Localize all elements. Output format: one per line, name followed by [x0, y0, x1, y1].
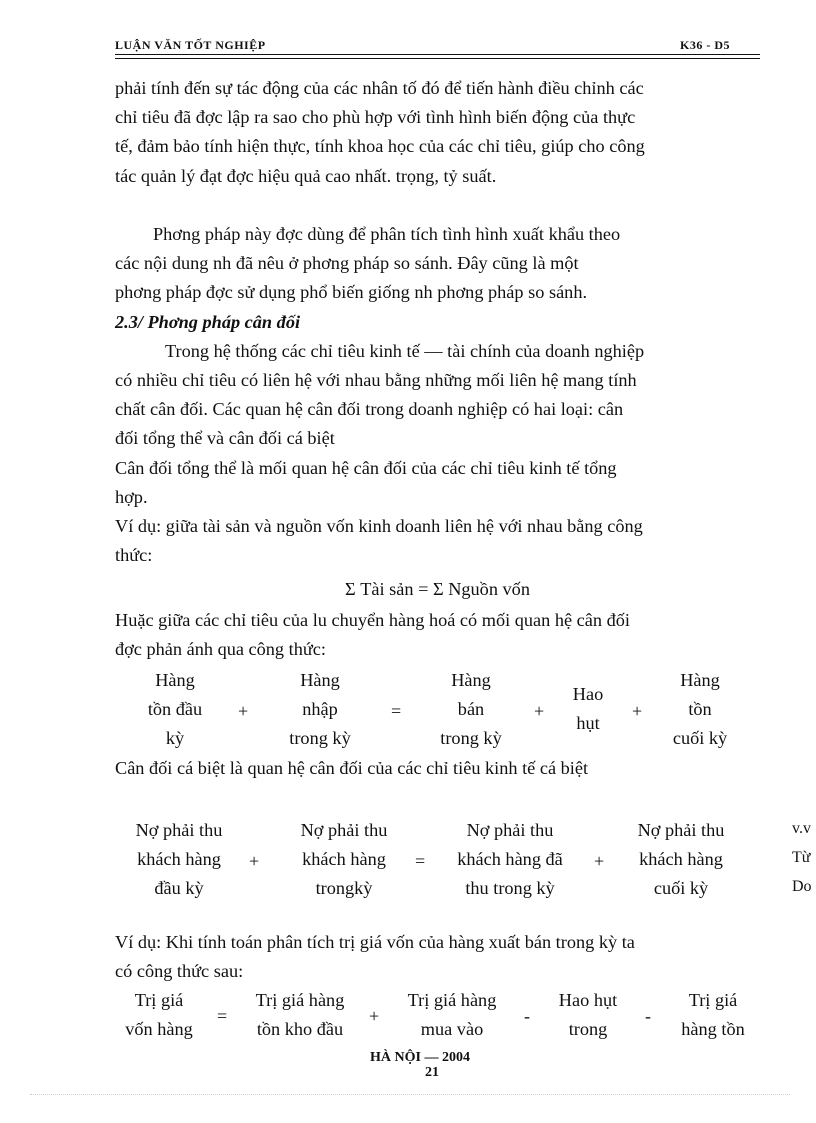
term-collected-receivables	[440, 816, 580, 903]
term-line: trong kỳ	[289, 728, 351, 748]
text-line: phơng pháp đợc sử dụng phổ biến giống nh phơng pháp so sánh.	[115, 282, 588, 303]
term-line: Hàng	[680, 670, 720, 690]
term-cost-value	[112, 986, 206, 1044]
header-rule-thin	[115, 58, 760, 59]
running-header	[115, 38, 760, 52]
text-line: chỉ tiêu đã đợc lập ra sao cho phù hợp với tình hình biến động của thực	[115, 107, 636, 128]
footer-city-year: HÀ NỘI — 2004	[370, 1050, 470, 1065]
term-purchases	[270, 666, 370, 753]
header-rule-thick	[115, 54, 760, 55]
text-line: thức:	[115, 545, 153, 566]
term-opening-receivables	[118, 816, 240, 903]
term-line: cuối kỳ	[672, 728, 728, 748]
term-sales	[421, 666, 521, 753]
operator-minus: -	[645, 1006, 651, 1026]
text-line: có công thức sau:	[115, 961, 244, 982]
term-opening-stock	[125, 666, 225, 753]
term-line: khách hàng	[639, 849, 723, 869]
term-line: Hao	[572, 684, 604, 704]
paragraph-6	[115, 606, 760, 664]
text-line: hợp.	[115, 486, 148, 507]
term-line: Nợ phải thu	[135, 820, 223, 840]
term-line: trong	[568, 1019, 608, 1039]
formula-inventory-flow	[0, 666, 816, 756]
text-line: các nội dung nh đã nêu ở phơng pháp so sánh. Đây cũng là một	[115, 253, 579, 274]
term-line: khách hàng	[137, 849, 221, 869]
margin-line: v.v	[792, 820, 811, 837]
text-line: đối tổng thể và cân đối cá biệt	[115, 428, 335, 449]
term-line: hàng tồn	[681, 1019, 745, 1039]
term-line: trong kỳ	[440, 728, 502, 748]
paragraph-1	[115, 74, 760, 191]
text-line: Huặc giữa các chỉ tiêu của lu chuyển hàng hoá có mối quan hệ cân đối	[115, 610, 630, 630]
text-line: Ví dụ: Khi tính toán phân tích trị giá vốn của hàng xuất bán trong kỳ ta	[115, 932, 635, 952]
paragraph-2	[115, 220, 760, 570]
term-line: Trị giá hàng	[407, 990, 497, 1010]
text-line: Trong hệ thống các chỉ tiêu kinh tế — tài chính của doanh nghiệp	[165, 340, 645, 361]
header-class-code: K36 - D5	[680, 38, 730, 52]
operator-plus: +	[249, 851, 260, 871]
term-line: Hàng	[300, 670, 340, 690]
term-line: Nợ phải thu	[300, 820, 388, 840]
term-line: Trị giá	[688, 990, 738, 1010]
term-line: kỳ	[165, 728, 185, 748]
operator-plus: +	[534, 701, 545, 721]
term-line: cuối kỳ	[653, 878, 709, 898]
term-line: Nợ phải thu	[637, 820, 725, 840]
term-closing-inventory-value	[668, 986, 758, 1044]
formula-balance-sheet: Σ Tài sản = Σ Nguồn vốn	[345, 579, 530, 599]
term-line: tồn	[688, 699, 712, 719]
paragraph-7	[115, 754, 760, 783]
text-line: Cân đối cá biệt là quan hệ cân đối của các chỉ tiêu kinh tế cá biệt	[115, 758, 589, 778]
text-line: đợc phản ánh qua công thức:	[115, 639, 326, 660]
margin-line: Do	[792, 878, 812, 895]
term-closing-stock	[655, 666, 745, 753]
term-purchase-value	[392, 986, 512, 1044]
term-opening-inventory-value	[240, 986, 360, 1044]
term-shrinkage	[560, 680, 616, 738]
page-bottom-rule	[30, 1094, 790, 1095]
text-line: phải tính đến sự tác động của các nhân tố đó để tiến hành điều chỉnh các	[115, 78, 644, 98]
operator-plus: +	[238, 701, 249, 721]
term-line: Hàng	[451, 670, 491, 690]
term-line: Nợ phải thu	[466, 820, 554, 840]
operator-equals: =	[217, 1006, 228, 1026]
page-number: 21	[425, 1065, 439, 1080]
term-line: bán	[457, 699, 485, 719]
paragraph-8	[115, 928, 760, 986]
text-line: Cân đối tổng thể là mối quan hệ cân đối của các chỉ tiêu kinh tế tổng	[115, 457, 617, 478]
operator-plus: +	[632, 701, 643, 721]
operator-plus: +	[594, 851, 605, 871]
formula-receivables	[0, 816, 816, 906]
term-line: Trị giá	[134, 990, 184, 1010]
header-title: LUẬN VĂN TỐT NGHIỆP	[115, 38, 266, 52]
term-line: trongkỳ	[315, 878, 373, 898]
operator-plus: +	[369, 1006, 380, 1026]
operator-equals: =	[415, 851, 426, 871]
text-line: tế, đảm bảo tính hiện thực, tính khoa học của các chỉ tiêu, giúp cho công	[115, 136, 645, 157]
margin-line: Từ	[792, 849, 811, 866]
cut-off-margin-text	[792, 814, 812, 901]
term-line: Trị giá hàng	[255, 990, 345, 1010]
formula-cost-of-goods	[0, 986, 816, 1048]
text-line: chất cân đối. Các quan hệ cân đối trong doanh nghiệp có hai loại: cân	[115, 399, 624, 420]
term-shrinkage-value	[545, 986, 631, 1044]
term-period-receivables	[283, 816, 405, 903]
term-line: thu trong kỳ	[465, 878, 555, 898]
term-line: khách hàng đã	[457, 849, 563, 869]
term-line: Hàng	[155, 670, 195, 690]
text-line: Phơng pháp này đợc dùng để phân tích tình hình xuất khẩu theo	[153, 224, 621, 244]
section-heading: 2.3/ Phơng pháp cân đối	[115, 311, 301, 332]
text-line: có nhiều chỉ tiêu có liên hệ với nhau bằng những mối liên hệ mang tính	[115, 370, 637, 391]
operator-minus: -	[524, 1006, 530, 1026]
text-line: Ví dụ: giữa tài sản và nguồn vốn kinh doanh liên hệ với nhau bằng công	[115, 516, 643, 537]
term-line: tồn đầu	[147, 699, 203, 719]
term-line: vốn hàng	[125, 1019, 193, 1039]
term-line: nhập	[302, 699, 338, 719]
text-line: tác quản lý đạt đợc hiệu quả cao nhất. trọng, tỷ suất.	[115, 165, 497, 186]
term-line: đầu kỳ	[154, 878, 204, 898]
term-line: Hao hụt	[558, 990, 618, 1010]
term-closing-receivables	[620, 816, 742, 903]
operator-equals: =	[391, 701, 402, 721]
term-line: tồn kho đầu	[256, 1019, 344, 1039]
term-line: mua vào	[420, 1019, 484, 1039]
term-line: khách hàng	[302, 849, 386, 869]
term-line: hụt	[576, 713, 600, 733]
